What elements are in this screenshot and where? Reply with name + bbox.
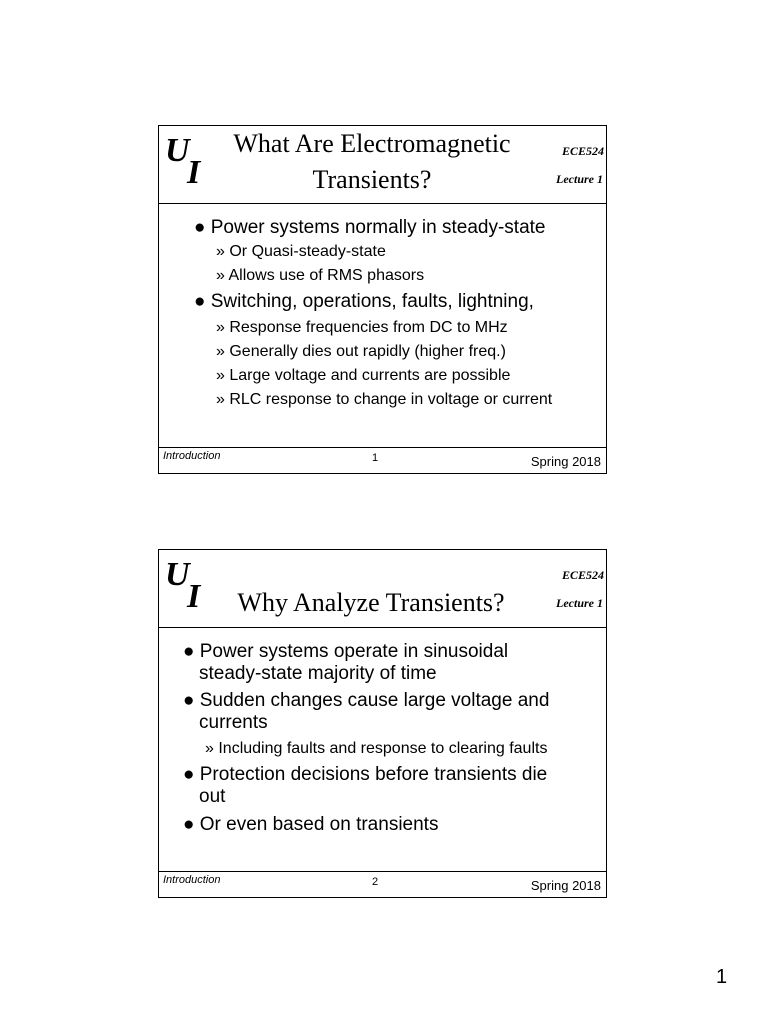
slide-header bbox=[159, 126, 606, 204]
logo-u: U bbox=[165, 132, 190, 169]
bullet: ● Switching, operations, faults, lightning, bbox=[194, 291, 534, 312]
sub-bullet: » RLC response to change in voltage or current bbox=[216, 391, 553, 408]
logo-i: I bbox=[187, 154, 201, 191]
bullet-continuation: steady-state majority of time bbox=[199, 663, 437, 684]
sub-bullet: » Including faults and response to clearing faults bbox=[205, 740, 548, 757]
sub-bullet: » Allows use of RMS phasors bbox=[216, 267, 425, 284]
logo-u: U bbox=[165, 556, 190, 593]
slide-title bbox=[211, 126, 533, 198]
title-line-2: Transients? bbox=[312, 165, 432, 194]
footer-term: Spring 2018 bbox=[530, 454, 601, 469]
lecture-label: Lecture 1 bbox=[556, 172, 603, 186]
sub-bullet: » Or Quasi-steady-state bbox=[216, 243, 386, 260]
bullet-continuation: currents bbox=[199, 712, 268, 733]
slide-2 bbox=[158, 549, 607, 898]
bullet: ● Sudden changes cause large voltage and bbox=[183, 690, 550, 711]
sub-bullet: » Response frequencies from DC to MHz bbox=[216, 319, 508, 336]
logo-i: I bbox=[187, 578, 201, 615]
slide-number: 2 bbox=[372, 876, 379, 888]
footer-section: Introduction bbox=[163, 874, 221, 886]
slide-number: 1 bbox=[372, 452, 379, 464]
footer-section: Introduction bbox=[163, 450, 221, 462]
bullet: ● Power systems operate in sinusoidal bbox=[183, 641, 509, 662]
slide-title: Why Analyze Transients? bbox=[237, 588, 505, 617]
lecture-label: Lecture 1 bbox=[556, 596, 603, 610]
sub-bullet: » Generally dies out rapidly (higher freq.) bbox=[216, 343, 506, 360]
title-line-1: What Are Electromagnetic bbox=[233, 129, 511, 158]
ui-logo bbox=[165, 134, 210, 189]
bullet: ● Power systems normally in steady-state bbox=[194, 217, 546, 238]
footer-term: Spring 2018 bbox=[530, 878, 601, 893]
bullet: ● Protection decisions before transients die bbox=[183, 764, 548, 785]
slide-footer bbox=[159, 447, 606, 474]
course-code: ECE524 bbox=[561, 568, 604, 582]
sub-bullet: » Large voltage and currents are possible bbox=[216, 367, 511, 384]
page-number: 1 bbox=[716, 966, 728, 988]
bullet-continuation: out bbox=[199, 786, 226, 807]
bullet: ● Or even based on transients bbox=[183, 814, 439, 835]
slide-header bbox=[159, 550, 606, 628]
slide-1 bbox=[158, 125, 607, 474]
course-code: ECE524 bbox=[561, 144, 604, 158]
slide-footer bbox=[159, 871, 606, 898]
ui-logo bbox=[165, 558, 210, 613]
